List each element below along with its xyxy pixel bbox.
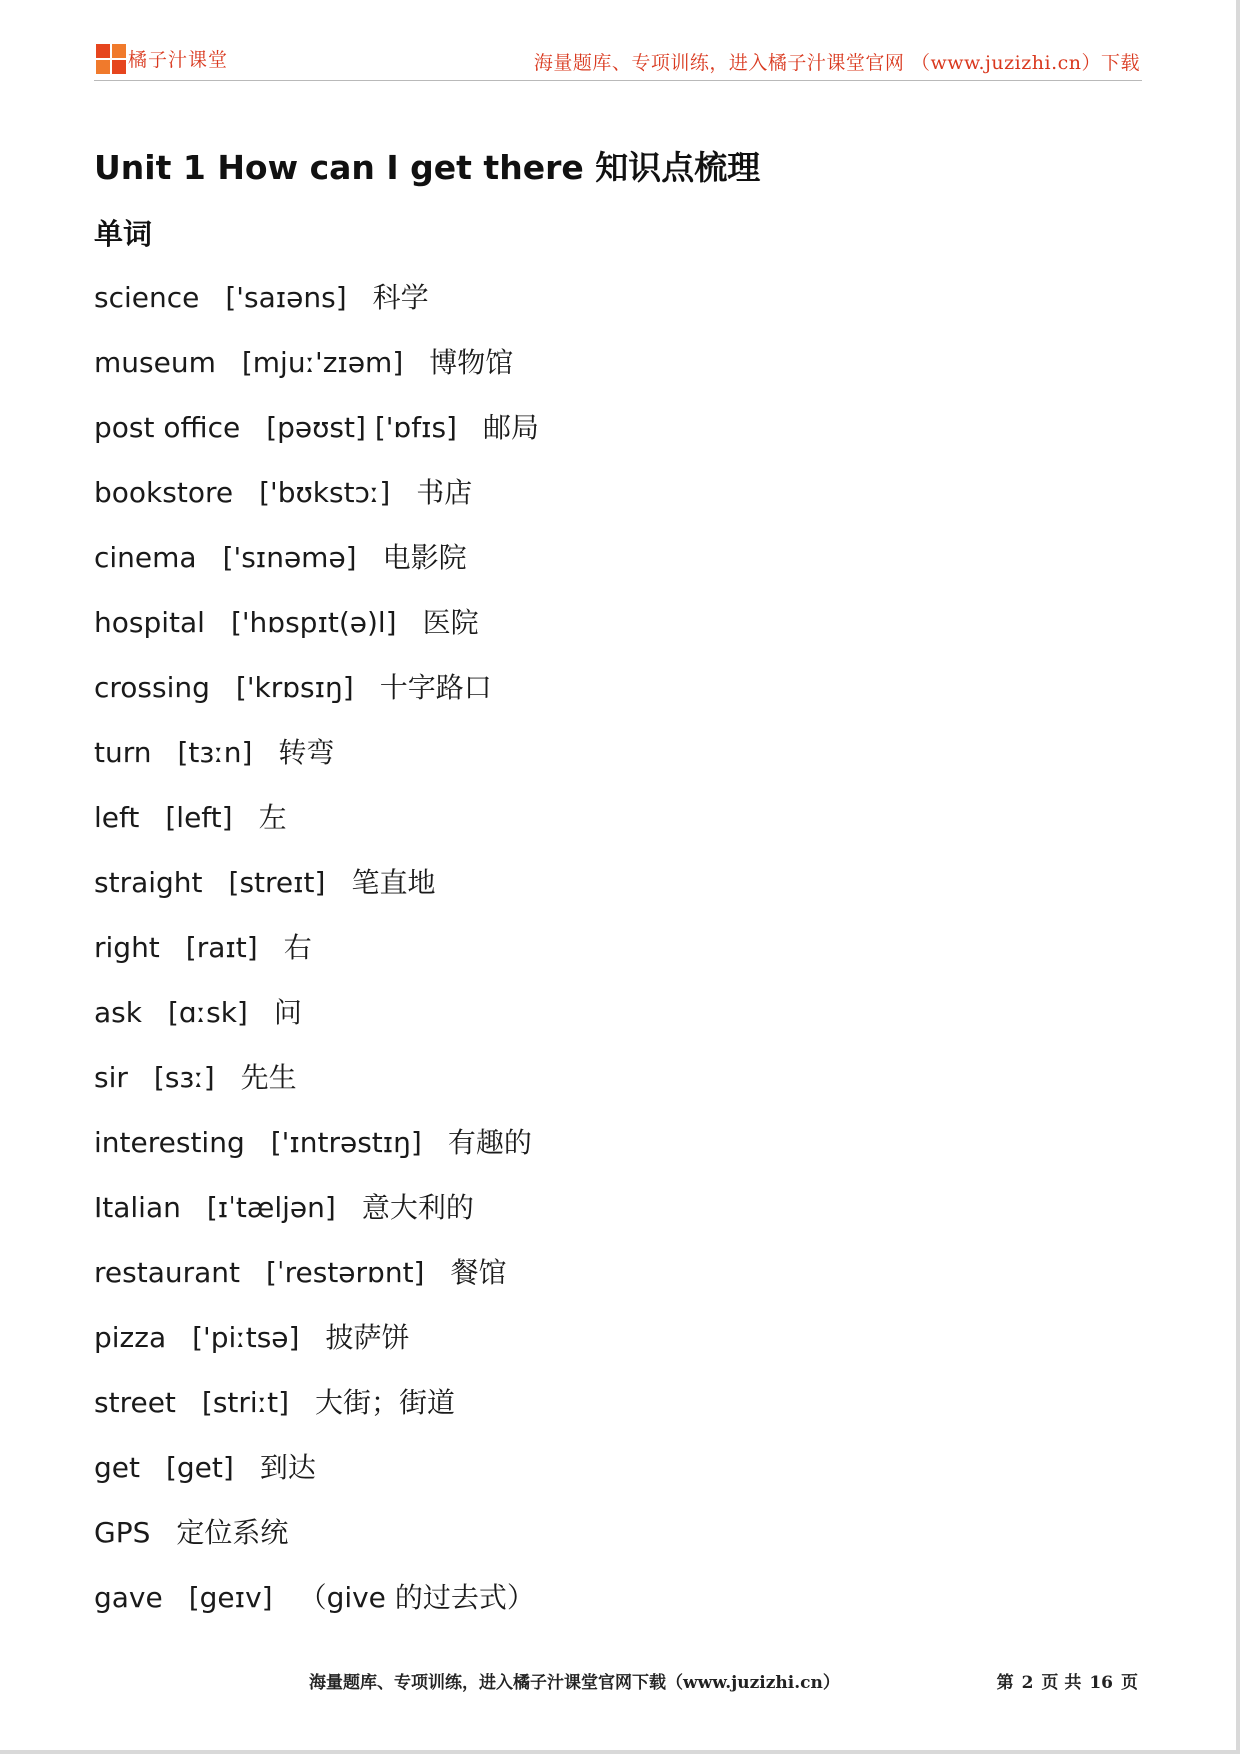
vocab-phonetic: [tɜːn] [177,736,253,769]
vocab-item [94,1247,565,1312]
vocab-meaning: 电影院 [382,541,467,574]
logo-squares-icon [96,44,124,72]
vocab-word: museum [94,346,216,379]
vocab-item [94,727,565,792]
vocab-meaning: 先生 [240,1061,297,1094]
vocab-word: left [94,801,140,834]
vocab-item [94,597,565,662]
vocab-phonetic: ['saɪəns] [225,281,347,314]
vocab-meaning: 书店 [416,476,473,509]
vocab-phonetic: ['krɒsɪŋ] [235,671,354,704]
vocab-meaning: 意大利的 [361,1191,474,1224]
vocab-item [94,1182,565,1247]
vocab-item [94,1117,565,1182]
page-total: 16 [1089,1673,1113,1693]
vocab-phonetic: [get] [165,1451,234,1484]
vocab-phonetic: [ɪˈtæljən] [206,1191,336,1224]
vocab-phonetic: [ˈrestərɒnt] [266,1256,425,1289]
vocab-meaning: （give 的过去式） [298,1581,535,1614]
vocab-item [94,402,565,467]
vocab-item [94,1052,565,1117]
vocabulary-list [94,272,565,1637]
vocab-word: pizza [94,1321,167,1354]
vocab-word: science [94,281,200,314]
vocab-meaning: 十字路口 [379,671,492,704]
vocab-item [94,532,565,597]
vocab-phonetic: ['sɪnəmə] [222,541,357,574]
vocab-phonetic: [geɪv] [188,1581,273,1614]
vocab-item [94,922,565,987]
vocab-word: straight [94,866,203,899]
page-number [993,1668,1142,1693]
vocab-meaning: 右 [283,931,312,964]
vocab-meaning: 大街；街道 [315,1386,456,1419]
vocab-meaning: 医院 [422,606,479,639]
vocab-item [94,662,565,727]
vocab-word: ask [94,996,142,1029]
vocab-meaning: 笔直地 [351,866,436,899]
vocab-word: crossing [94,671,210,704]
vocab-word: Italian [94,1191,181,1224]
vocab-meaning: 转弯 [278,736,335,769]
vocab-meaning: 邮局 [482,411,539,444]
section-heading-vocabulary: 单词 [94,217,153,251]
vocab-item [94,1377,565,1442]
vocab-phonetic: [mjuː'zɪəm] [241,346,404,379]
header-slogan: 海量题库、专项训练，进入橘子汁课堂官网 （www.juzizhi.cn）下载 [533,52,1140,74]
vocab-phonetic: [pəʊst] ['ɒfɪs] [266,411,457,444]
vocab-meaning: 定位系统 [176,1516,289,1549]
vocab-meaning: 到达 [259,1451,316,1484]
vocab-item [94,467,565,532]
vocab-phonetic: [left] [165,801,233,834]
vocab-phonetic: ['hɒspɪt(ə)l] [230,606,397,639]
vocab-item [94,1507,565,1572]
page-middle: 页 共 [1041,1673,1082,1693]
vocab-phonetic: [raɪt] [185,931,258,964]
vocab-phonetic: [streɪt] [228,866,326,899]
vocab-meaning: 餐馆 [450,1256,507,1289]
vocab-item [94,792,565,857]
vocab-word: GPS [94,1516,151,1549]
logo-text: 橘子汁课堂 [128,48,229,71]
page-footer [94,1668,1142,1698]
vocab-word: post office [94,411,241,444]
vocab-meaning: 披萨饼 [325,1321,410,1354]
page-suffix: 页 [1121,1673,1138,1693]
vocab-word: sir [94,1061,128,1094]
vocab-word: interesting [94,1126,245,1159]
vocab-word: cinema [94,541,197,574]
vocab-meaning: 有趣的 [447,1126,532,1159]
vocab-item [94,1312,565,1377]
vocab-word: restaurant [94,1256,240,1289]
vocab-meaning: 科学 [372,281,429,314]
vocab-word: get [94,1451,140,1484]
vocab-phonetic: [sɜː] [153,1061,215,1094]
vocab-word: bookstore [94,476,234,509]
footer-slogan: 海量题库、专项训练，进入橘子汁课堂官网下载（www.juzizhi.cn） [309,1673,840,1693]
page-prefix: 第 [996,1673,1014,1693]
vocab-item [94,337,565,402]
vocab-word: gave [94,1581,163,1614]
page-header [94,40,1142,81]
vocab-phonetic: ['piːtsə] [192,1321,300,1354]
vocab-phonetic: [ɑːsk] [167,996,248,1029]
vocab-meaning: 博物馆 [429,346,514,379]
brand-logo[interactable] [96,44,228,72]
vocab-meaning: 左 [258,801,287,834]
vocab-item [94,272,565,337]
vocab-item [94,1442,565,1507]
vocab-item [94,1572,565,1637]
vocab-phonetic: ['bʊkstɔː] [259,476,391,509]
vocab-word: right [94,931,160,964]
vocab-phonetic: ['ɪntrəstɪŋ] [270,1126,422,1159]
page-current: 2 [1021,1673,1034,1693]
vocab-meaning: 问 [273,996,302,1029]
vocab-word: hospital [94,606,205,639]
vocab-item [94,857,565,922]
vocab-word: turn [94,736,152,769]
vocab-phonetic: [striːt] [201,1386,290,1419]
vocab-item [94,987,565,1052]
vocab-word: street [94,1386,176,1419]
page-title: Unit 1 How can I get there 知识点梳理 [94,148,761,187]
